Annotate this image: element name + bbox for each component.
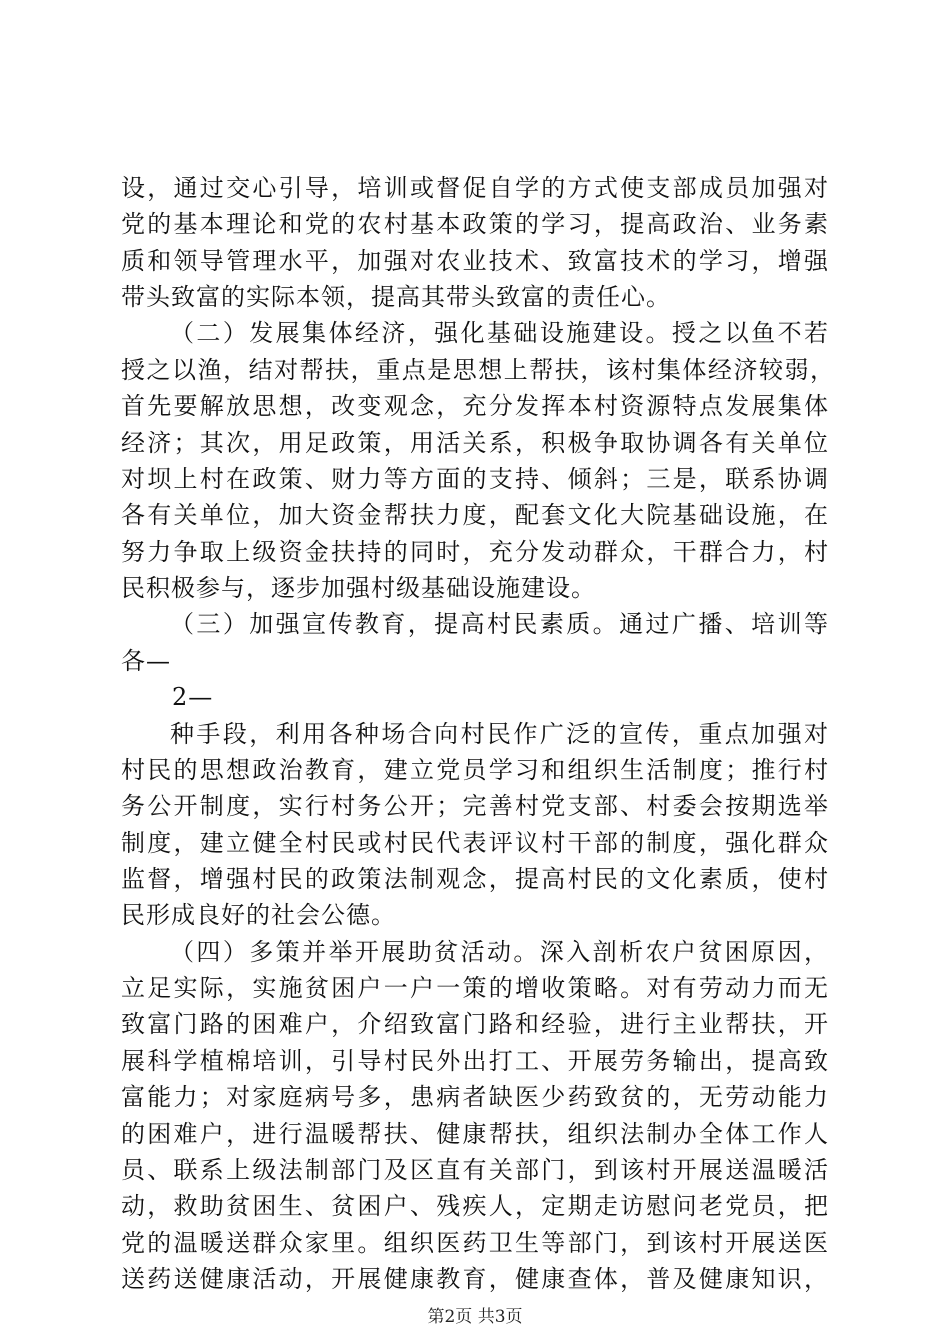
section-heading-line: （三）加强宣传教育，提高村民素质。通过广播、培训等: [170, 610, 829, 638]
body-text-line: 各有关单位，加大资金帮扶力度，配套文化大院基础设施，在: [121, 501, 829, 529]
body-text-line: 设，通过交心引导，培训或督促自学的方式使支部成员加强对: [121, 174, 829, 202]
body-text-line: 质和领导管理水平，加强对农业技术、致富技术的学习，增强: [121, 247, 829, 275]
body-text-line: 展科学植棉培训，引导村民外出打工、开展劳务输出，提高致: [121, 1047, 829, 1075]
body-text-line: 授之以渔，结对帮扶，重点是思想上帮扶，该村集体经济较弱，: [121, 356, 835, 384]
body-text-line: 民积极参与，逐步加强村级基础设施建设。: [121, 574, 596, 602]
body-text-line: 种手段，利用各种场合向村民作广泛的宣传，重点加强对: [170, 720, 829, 748]
page-footer: 第2页 共3页: [427, 1307, 523, 1327]
body-text-line: 务公开制度，实行村务公开；完善村党支部、村委会按期选举: [121, 792, 829, 820]
section-heading-line: （四）多策并举开展助贫活动。深入剖析农户贫困原因，: [170, 938, 829, 966]
body-text-line: 致富门路的困难户，介绍致富门路和经验，进行主业帮扶，开: [121, 1010, 829, 1038]
body-text-line: 的困难户，进行温暖帮扶、健康帮扶，组织法制办全体工作人: [121, 1120, 829, 1148]
body-text-line: 带头致富的实际本领，提高其带头致富的责任心。: [121, 283, 671, 311]
body-text-line: 努力争取上级资金扶持的同时，充分发动群众，干群合力，村: [121, 538, 829, 566]
section-heading-line: （二）发展集体经济，强化基础设施建设。授之以鱼不若: [170, 319, 829, 347]
body-text-line: 经济；其次，用足政策，用活关系，积极争取协调各有关单位: [121, 429, 829, 457]
body-text-line: 民形成良好的社会公德。: [121, 901, 396, 929]
body-text-line: 动，救助贫困生、贫困户、残疾人，定期走访慰问老党员，把: [121, 1192, 829, 1220]
body-text-line: 送药送健康活动，开展健康教育，健康查体，普及健康知识，: [121, 1265, 829, 1293]
body-text-line: 立足实际，实施贫困户一户一策的增收策略。对有劳动力而无: [121, 974, 829, 1002]
body-text-line: 制度，建立健全村民或村民代表评议村干部的制度，强化群众: [121, 829, 829, 857]
body-text-line: 富能力；对家庭病号多，患病者缺医少药致贫的，无劳动能力: [121, 1083, 829, 1111]
body-text-line: 首先要解放思想，改变观念，充分发挥本村资源特点发展集体: [121, 392, 829, 420]
body-text-line: 各—: [121, 647, 171, 675]
body-text-line: 村民的思想政治教育，建立党员学习和组织生活制度；推行村: [121, 756, 829, 784]
inline-page-mark: 2—: [172, 683, 214, 711]
body-text-line: 对坝上村在政策、财力等方面的支持、倾斜；三是，联系协调: [121, 465, 829, 493]
body-text-line: 党的基本理论和党的农村基本政策的学习，提高政治、业务素: [121, 210, 829, 238]
body-text-line: 员、联系上级法制部门及区直有关部门，到该村开展送温暖活: [121, 1156, 829, 1184]
body-text-line: 监督，增强村民的政策法制观念，提高村民的文化素质，使村: [121, 865, 829, 893]
body-text-line: 党的温暖送群众家里。组织医药卫生等部门，到该村开展送医: [121, 1229, 829, 1257]
